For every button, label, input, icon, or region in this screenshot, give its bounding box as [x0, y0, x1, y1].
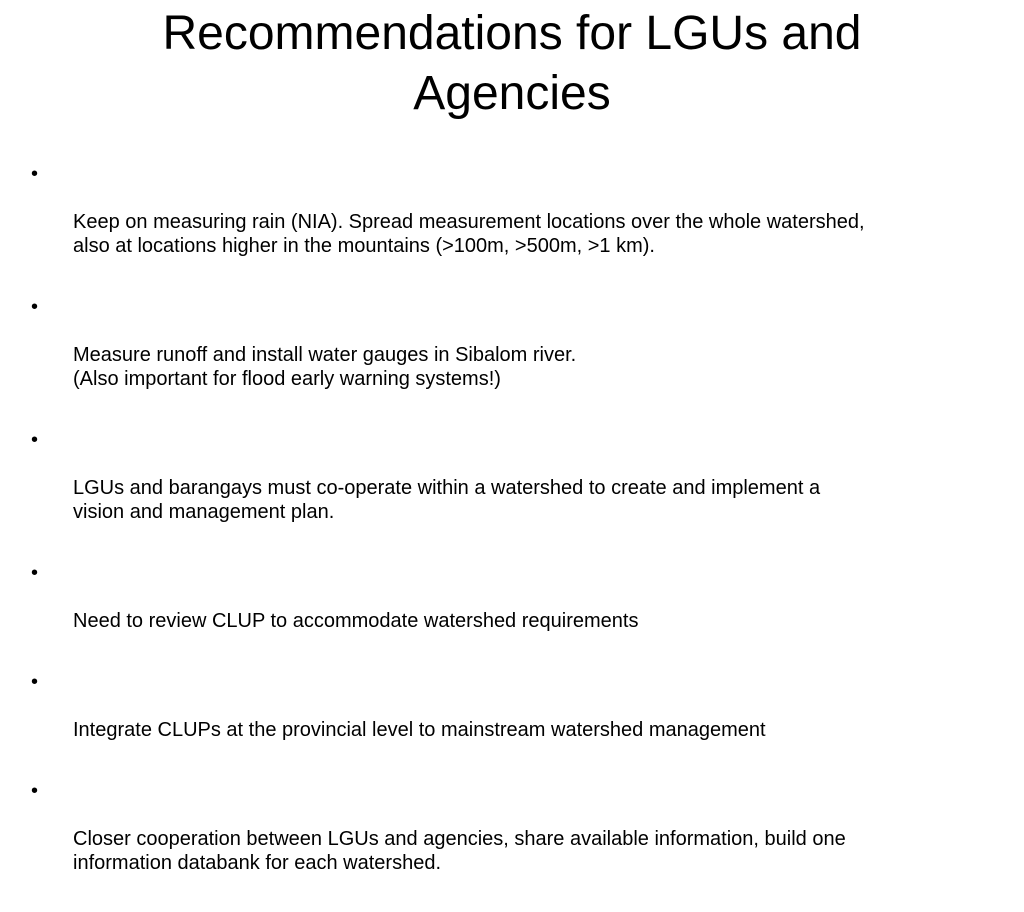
bullet-list	[0, 162, 1024, 912]
bullet-point-icon: •	[31, 671, 39, 693]
bullet-point-icon: •	[31, 780, 39, 802]
bullet-text: Integrate CLUPs at the provincial level to mainstream watershed management	[73, 719, 766, 741]
bullet-item	[0, 779, 1024, 875]
bullet-item	[0, 561, 1024, 633]
bullet-point-icon: •	[31, 296, 39, 318]
bullet-item	[0, 670, 1024, 742]
bullet-text: Closer cooperation between LGUs and agencies, share available information, build one information databank for each watershed.	[73, 828, 846, 874]
bullet-point-icon: •	[31, 562, 39, 584]
slide-title: Recommendations for LGUs and Agencies	[162, 7, 862, 120]
bullet-text: Measure runoff and install water gauges in Sibalom river. (Also important for flood early warning systems!)	[73, 344, 577, 390]
bullet-text: LGUs and barangays must co-operate within a watershed to create and implement a vision and management plan.	[73, 477, 821, 523]
bullet-text: Need to review CLUP to accommodate watershed requirements	[73, 610, 639, 632]
bullet-item	[0, 295, 1024, 391]
bullet-point-icon: •	[31, 429, 39, 451]
bullet-item	[0, 428, 1024, 524]
bullet-point-icon: •	[31, 163, 39, 185]
bullet-item	[0, 162, 1024, 258]
bullet-text: Keep on measuring rain (NIA). Spread measurement locations over the whole watershed, also at locations higher in the mountains (>100m, >500m, >1 km).	[73, 211, 865, 257]
